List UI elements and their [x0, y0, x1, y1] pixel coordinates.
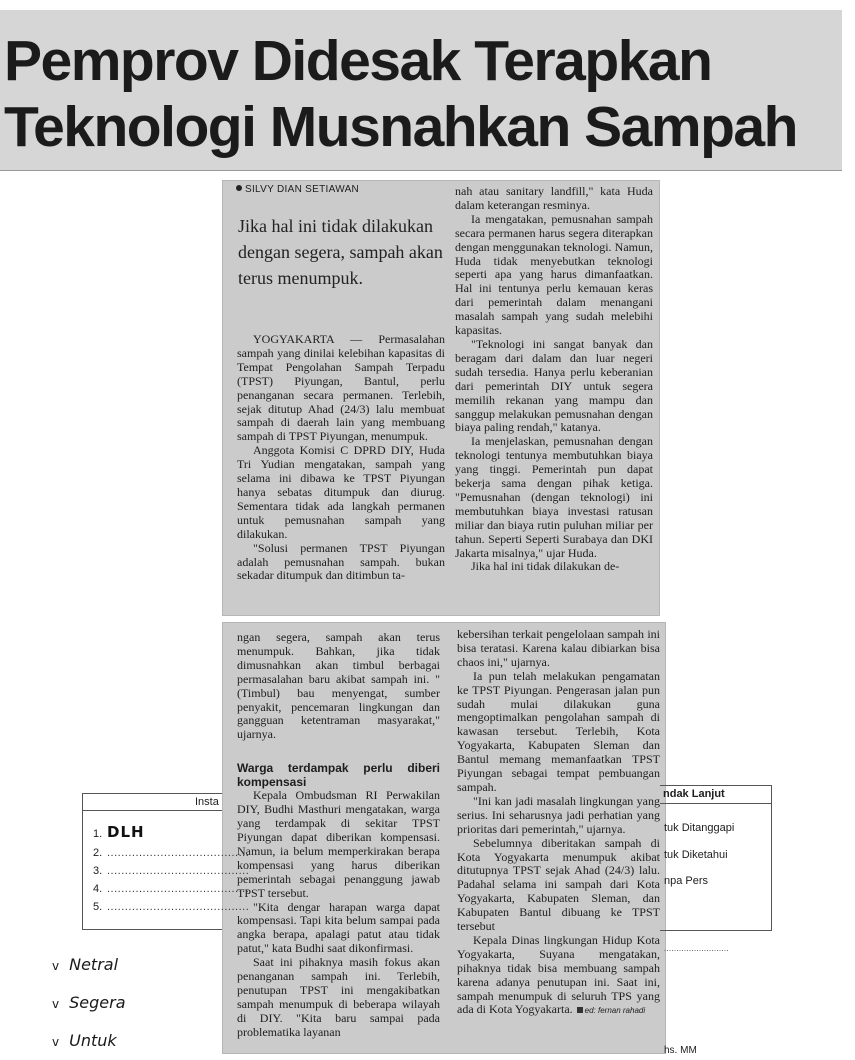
tindak-lanjut-title: ndak Lanjut — [663, 788, 725, 800]
byline-text: SILVY DIAN SETIAWAN — [245, 184, 360, 195]
headline-line-1: Pemprov Didesak Terapkan — [4, 29, 712, 93]
handwritten-text: Segera — [69, 993, 126, 1012]
paragraph: kebersihan terkait pengelolaan sampah ini bisa teratasi. Karena kalau dibiarkan bisa chaos ini," ujarnya. — [457, 627, 660, 669]
tindak-lanjut-item-2: tuk Diketahui — [664, 849, 728, 861]
instansi-row-4 — [93, 883, 250, 895]
row-number: 2. — [93, 847, 103, 859]
paragraph: Ia menjelaskan, pemusnahan dengan teknologi tentunya membutuhkan biaya yang tinggi. Pemerintah pun dapat bekerja sama dengan pihak ketiga. "Pemusnahan (dengan teknologi) ini membutuhkan biaya investasi ratusan miliar dan biaya rutin puluhan miliar per tahun. Seperti Seperti Surabaya dan DKI Jakarta misalnya," ujar Huda. — [455, 434, 653, 560]
check-mark-icon: v — [52, 1035, 60, 1049]
article-column-3 — [237, 631, 440, 1040]
paragraph: Ia pun telah melakukan pengamatan ke TPST Piyungan. Pengerasan jalan pun sudah mulai dilakukan guna mengoptimalkan pengolahan sampah di kawasan tersebut. Terlebih, Kota Yogyakarta, Kabupaten Sleman dan Bantul memang memanfaatkan TPST Piyungan sebagai tempat pembuangan sampah. — [457, 668, 660, 794]
paragraph: nah atau sanitary landfill," kata Huda dalam keterangan resminya. — [455, 184, 653, 212]
handwritten-note-2 — [52, 993, 126, 1012]
pull-quote: Jika hal ini tidak dilakukan dengan segera, sampah akan terus menumpuk. — [238, 216, 443, 288]
instansi-form-title: Insta — [195, 796, 219, 808]
row-number: 5. — [93, 901, 103, 913]
dotted-line: ........................................ — [107, 883, 250, 895]
section-subhead: Warga terdampak perlu diberi kompensasi — [237, 761, 440, 790]
paragraph: Ia mengatakan, pemusnahan sampah secara permanen harus segera diterapkan dengan menggunakan teknologi. Namun, Huda tidak menyebutkan teknologi seperti apa yang harus dimanfaatkan. Hal ini tentunya perlu kemauan keras dari pemerintah dalam menangani masalah sampah yang sudah melebihi kapasitas. — [455, 211, 653, 338]
byline — [236, 184, 359, 195]
dotted-line: .......................... — [664, 944, 729, 953]
editor-credit: ed: fernan rahadi — [584, 1006, 646, 1016]
row-number: 4. — [93, 883, 103, 895]
instansi-row-2 — [93, 847, 250, 859]
dotted-line: ........................................ — [107, 865, 250, 877]
square-icon — [577, 1007, 583, 1013]
dotted-line: ........................................ — [107, 901, 250, 913]
paragraph: YOGYAKARTA — Permasalahan sampah yang dinilai kelebihan kapasitas di Tempat Pengolahan Sampah Terpadu (TPST) Piyungan, Bantul, perlu penanganan secara permanen. Terlebih, sejak ditutup Ahad (24/3) lalu membuat sampah di daerah lain yang membuang sampah di TPST Piyungan, menumpuk. — [237, 332, 445, 444]
paragraph: "Ini kan jadi masalah lingkungan yang serius. Ini seharusnya jadi perhatian yang prioritas dari pemerintah," ujarnya. — [457, 793, 660, 836]
article-column-4 — [457, 628, 660, 1018]
form-divider — [660, 803, 772, 804]
instansi-row-3 — [93, 865, 250, 877]
form-footer-text: hs. MM — [664, 1045, 697, 1056]
paragraph: "Teknologi ini sangat banyak dan beragam dari dalam dan luar negeri sudah tersedia. Hanya perlu keberanian dari pemerintah DIY untuk segera memilih rekanan yang mampu dan sanggup melakukan pemusnahan dengan biaya paling rendah," katanya. — [455, 336, 653, 435]
handwritten-entry: DLH — [107, 823, 145, 841]
paragraph: Anggota Komisi C DPRD DIY, Huda Tri Yudian mengatakan, sampah yang selama ini dibawa ke TPST Piyungan hanya sebatas ditumpuk dan diurug. Sementara tidak ada langkah permanen untuk pemusnahan sampah yang dilakukan. — [237, 443, 445, 541]
paragraph-text: Kepala Dinas lingkungan Hidup Kota Yogyakarta, Suyana mengatakan, pihaknya tidak bisa membuang sampah karena adanya penutupan ini. Saat ini, sampah menumpuk di seluruh TPS yang ada di Kota Yogyakarta. — [457, 932, 660, 1017]
check-mark-icon: v — [52, 997, 60, 1011]
row-number: 3. — [93, 865, 103, 877]
paragraph: Kepala Ombudsman RI Perwakilan DIY, Budhi Masthuri mengatakan, warga yang terdampak di sekitar TPST Piyungan dapat diberikan kompensasi. Namun, ia belum memperkirakan berapa kompensasi yang harus diberikan pemerintah sebagai penanggung jawab TPST tersebut. — [237, 788, 440, 900]
bullet-icon — [236, 185, 242, 191]
article-column-1 — [237, 333, 445, 583]
headline-strip — [0, 10, 842, 171]
row-number: 1. — [93, 828, 103, 840]
paragraph: Sebelumnya diberitakan sampah di Kota Yogyakarta menumpuk akibat ditutupnya TPST sejak Ahad (24/3) lalu. Padahal selama ini sampah dari Kota Yogyakarta, Kabupaten Sleman, dan Kabupaten Bantul dibuang ke TPST tersebut — [457, 835, 660, 934]
dotted-line: ........................................ — [107, 847, 250, 859]
handwritten-note-1 — [52, 955, 118, 974]
tindak-lanjut-item-1: tuk Ditanggapi — [664, 822, 735, 834]
instansi-row-5 — [93, 901, 250, 913]
paragraph: "Kita dengar harapan warga dapat kompensasi. Tapi kita belum sampai pada angka berapa, apalagi patut atau tidak patut," kata Budhi saat dikonfirmasi. — [237, 899, 440, 956]
article-column-2 — [455, 185, 653, 574]
paragraph: Saat ini pihaknya masih fokus akan penanganan sampah ini. Terlebih, penutupan TPST ini mengakibatkan sampah menumpuk di beberapa wilayah di DIY. "Kita baru sampai pada problematika layanan — [237, 955, 440, 1039]
tindak-lanjut-item-3: npa Pers — [664, 875, 709, 887]
handwritten-text: Netral — [69, 955, 119, 974]
handwritten-text: Untuk — [69, 1031, 117, 1050]
paragraph: "Solusi permanen TPST Piyungan adalah pemusnahan sampah. bukan sekadar ditumpuk dan ditimbun ta- — [237, 540, 445, 583]
instansi-row-1 — [93, 823, 218, 841]
check-mark-icon: v — [52, 959, 60, 973]
paragraph — [457, 934, 660, 1018]
paragraph: Jika hal ini tidak dilakukan de- — [471, 559, 620, 574]
form-divider — [82, 810, 222, 811]
headline-line-2: Teknologi Musnahkan Sampah — [4, 95, 797, 159]
handwritten-note-3 — [52, 1031, 117, 1050]
paragraph: ngan segera, sampah akan terus menumpuk. Bahkan, jika tidak dimusnahkan akan timbul berbagai permasalahan baru akibat sampah ini. "(Timbul) bau menyengat, sumber penyakit, pencemaran lingkungan dan gangguan ketentraman masyarakat," ujarnya. — [237, 630, 440, 742]
